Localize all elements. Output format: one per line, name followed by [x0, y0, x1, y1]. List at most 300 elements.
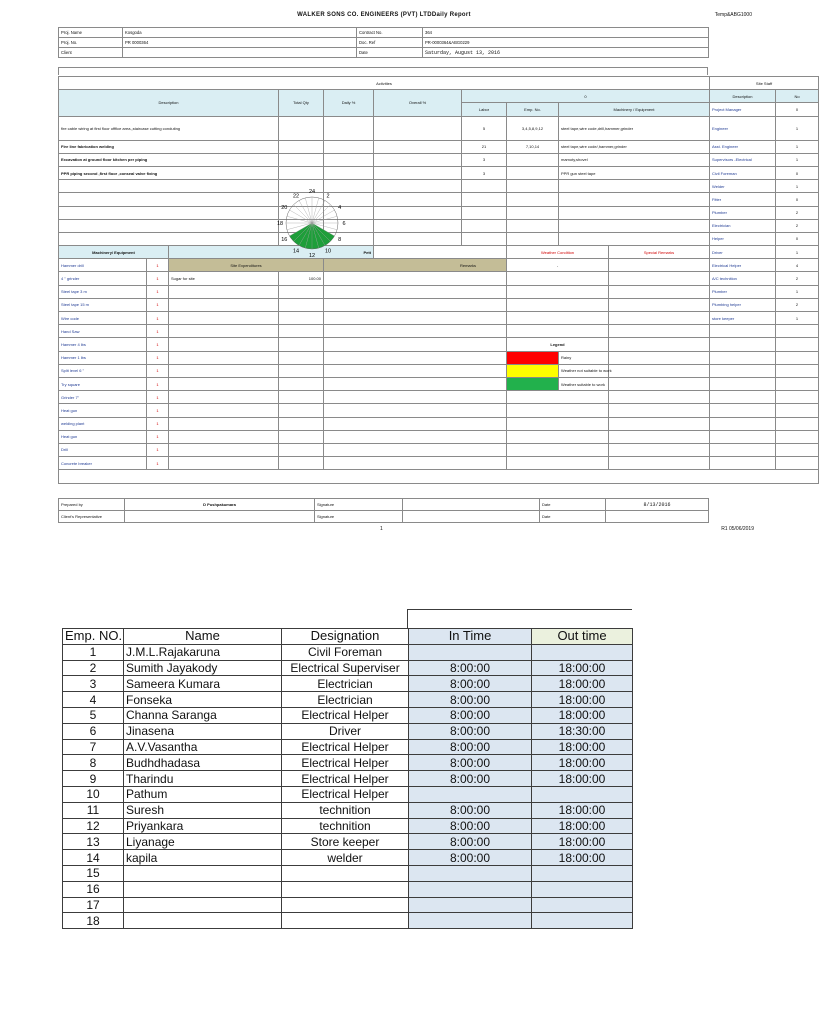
out-time-cell: 18:00:00: [532, 802, 633, 818]
staff-count: [776, 351, 819, 364]
activity-labor: 5: [462, 116, 507, 140]
activity-overall: [374, 219, 462, 232]
designation-cell: [282, 913, 409, 929]
staff-count: 1: [776, 312, 819, 325]
staff-role: Electrician: [710, 219, 776, 232]
emp-no-cell: 5: [63, 707, 124, 723]
staff-count: [776, 443, 819, 456]
staff-count: [776, 430, 819, 443]
machinery-item: Drill: [59, 443, 147, 456]
emp-no-cell: 13: [63, 834, 124, 850]
activity-emp-no: [507, 180, 559, 193]
out-time-cell: [532, 786, 633, 802]
staff-count: [776, 377, 819, 390]
expenditure-amount: [279, 285, 324, 298]
clock-hour-label: 22: [292, 193, 300, 200]
name-cell: A.V.Vasantha: [124, 739, 282, 755]
staff-description-header: Description: [710, 90, 776, 103]
designation-cell: [282, 881, 409, 897]
daily-percent-header: Daily %: [324, 90, 374, 116]
machinery-qty: 1: [147, 285, 169, 298]
emp-no-cell: 7: [63, 739, 124, 755]
activity-labor: [462, 180, 507, 193]
staff-role: Project Manager: [710, 103, 776, 116]
clock-hour-label: 4: [338, 205, 342, 211]
activity-description: Excavation at ground floor kitchen per piping: [59, 153, 279, 166]
staff-count: 0: [776, 193, 819, 206]
name-cell: Tharindu: [124, 771, 282, 787]
legend-title: Legend: [507, 338, 609, 351]
emp-no-cell: 6: [63, 723, 124, 739]
emp-no-cell: 2: [63, 660, 124, 676]
activity-overall: [374, 206, 462, 219]
activity-total-qty: [279, 153, 324, 166]
in-time-cell: 8:00:00: [409, 834, 532, 850]
remarks-cell: [324, 298, 507, 311]
signature-label: Signature: [315, 499, 403, 511]
remarks-cell: [324, 351, 507, 364]
activity-description: [59, 180, 279, 193]
designation-cell: welder: [282, 850, 409, 866]
special-remarks-cell: [609, 338, 710, 351]
machinery-item: Wire code: [59, 312, 147, 325]
activity-overall: [374, 166, 462, 179]
emp-no-cell: 12: [63, 818, 124, 834]
petty-label: Pett: [169, 246, 374, 259]
weather-value: -: [507, 259, 609, 272]
staff-count: 1: [776, 180, 819, 193]
name-cell: [124, 865, 282, 881]
activity-daily: [324, 140, 374, 153]
special-remarks-cell: [609, 443, 710, 456]
staff-count: [776, 417, 819, 430]
remarks-cell: [324, 430, 507, 443]
weather-cell: [507, 443, 609, 456]
remarks-cell: [324, 338, 507, 351]
prepared-by-label: Prepared by: [59, 499, 125, 511]
designation-cell: [282, 865, 409, 881]
special-remarks-cell: [609, 430, 710, 443]
revision-code: R1 05/06/2019: [721, 526, 754, 532]
out-time-cell: [532, 865, 633, 881]
spacer-row: [58, 67, 708, 75]
staff-count: 0: [776, 232, 819, 245]
clock-hour-line: [287, 216, 312, 223]
activity-overall: [374, 232, 462, 245]
in-time-cell: 8:00:00: [409, 739, 532, 755]
client-date-label: Date: [540, 511, 606, 523]
activity-emp-no: [507, 206, 559, 219]
activity-machinery: [559, 219, 710, 232]
activity-overall: [374, 116, 462, 140]
client-label: Client: [59, 48, 123, 58]
page-number: 1: [380, 526, 383, 532]
clock-hour-label: 20: [281, 205, 288, 211]
activities-table: [58, 76, 819, 484]
activity-machinery: [559, 206, 710, 219]
designation-cell: Electrical Helper: [282, 786, 409, 802]
remarks-cell: [324, 285, 507, 298]
activity-emp-no: [507, 232, 559, 245]
expenditure-item: [169, 325, 279, 338]
machinery-item: Concrete breaker: [59, 457, 147, 470]
special-remarks-cell: [609, 312, 710, 325]
machinery-qty: 1: [147, 443, 169, 456]
activity-machinery: steel tape,wire code/,hammer,grinder: [559, 140, 710, 153]
staff-role: Electrical Helper: [710, 259, 776, 272]
expenditure-amount: [279, 312, 324, 325]
client-rep-value: [125, 511, 315, 523]
client-rep-label: Client's Representative: [59, 511, 125, 523]
machinery-qty: 1: [147, 377, 169, 390]
contract-value: 364: [423, 28, 709, 38]
expenditure-item: [169, 404, 279, 417]
staff-role: Supervisors -Electrical: [710, 153, 776, 166]
expenditure-amount: 100.00: [279, 272, 324, 285]
work-hours-clock: [272, 186, 352, 258]
special-remarks-cell: [609, 298, 710, 311]
name-cell: Jinasena: [124, 723, 282, 739]
legend-label: Rainy: [559, 351, 609, 364]
in-time-cell: [409, 865, 532, 881]
activity-labor: 3: [462, 153, 507, 166]
staff-count: 1: [776, 116, 819, 140]
attendance-row: [63, 913, 633, 929]
attendance-row: [63, 771, 633, 787]
activity-overall: [374, 193, 462, 206]
attendance-row: [63, 834, 633, 850]
designation-cell: Electrical Helper: [282, 755, 409, 771]
in-time-cell: [409, 897, 532, 913]
staff-role: [710, 457, 776, 470]
legend-label: Weather suitable to work: [559, 377, 609, 390]
designation-header: Designation: [282, 629, 409, 645]
expenditure-item: [169, 364, 279, 377]
activity-emp-no: 7,10,14: [507, 140, 559, 153]
machinery-qty: 1: [147, 338, 169, 351]
ot-header: 0: [462, 90, 710, 103]
staff-count: 0: [776, 103, 819, 116]
machinery-qty: 1: [147, 325, 169, 338]
staff-count: 2: [776, 298, 819, 311]
staff-count: [776, 391, 819, 404]
remarks-cell: [324, 417, 507, 430]
staff-count: 2: [776, 272, 819, 285]
emp-no-cell: 8: [63, 755, 124, 771]
clock-hour-line: [312, 198, 319, 223]
clock-hour-label: 6: [342, 221, 346, 227]
overall-percent-header: Overall %: [374, 90, 462, 116]
staff-role: A/C technition: [710, 272, 776, 285]
name-cell: [124, 913, 282, 929]
expenditure-item: [169, 285, 279, 298]
name-header: Name: [124, 629, 282, 645]
activity-emp-no: [507, 166, 559, 179]
weather-cell: [507, 272, 609, 285]
expenditure-item: [169, 417, 279, 430]
machinery-item: welding plant: [59, 417, 147, 430]
remarks-cell: [324, 377, 507, 390]
clock-hour-line: [305, 198, 312, 223]
activity-machinery: [559, 180, 710, 193]
clock-hour-label: 14: [292, 248, 300, 255]
machinery-qty: 1: [147, 272, 169, 285]
activity-description: [59, 206, 279, 219]
out-time-cell: 18:00:00: [532, 739, 633, 755]
name-cell: [124, 897, 282, 913]
activity-description: fire cable wiring at first floor offfice area,,staircase cutting conduting: [59, 116, 279, 140]
remarks-cell: [324, 272, 507, 285]
clock-hour-label: 16: [281, 237, 288, 243]
staff-count: [776, 457, 819, 470]
activity-machinery: mamoty,shovel: [559, 153, 710, 166]
activity-labor: [462, 206, 507, 219]
client-value: [123, 48, 357, 58]
machinery-qty: 1: [147, 391, 169, 404]
expenditure-amount: [279, 351, 324, 364]
staff-role: Plumbing helper: [710, 298, 776, 311]
date-label: Date: [357, 48, 423, 58]
signoff-table: [58, 498, 709, 523]
remarks-cell: [324, 457, 507, 470]
staff-role: [710, 364, 776, 377]
out-time-cell: [532, 644, 633, 660]
clock-hour-label: 8: [338, 237, 342, 243]
expenditure-item: [169, 391, 279, 404]
name-cell: Sumith Jayakody: [124, 660, 282, 676]
total-qty-header: Total Qty: [279, 90, 324, 116]
staff-role: [710, 443, 776, 456]
signoff-date-label: Date: [540, 499, 606, 511]
activity-machinery: [559, 232, 710, 245]
expenditure-amount: [279, 404, 324, 417]
activity-total-qty: [279, 116, 324, 140]
out-time-cell: 18:00:00: [532, 660, 633, 676]
name-cell: Liyanage: [124, 834, 282, 850]
attendance-row: [63, 676, 633, 692]
client-signature-value: [403, 511, 540, 523]
machinery-item: Hammer 1 lbs: [59, 351, 147, 364]
staff-role: [710, 338, 776, 351]
expenditure-item: [169, 430, 279, 443]
in-time-cell: [409, 913, 532, 929]
attendance-row: [63, 660, 633, 676]
clock-hour-label: 10: [324, 248, 332, 255]
weather-cell: [507, 391, 609, 404]
special-remarks-cell: [609, 457, 710, 470]
expenditure-item: [169, 351, 279, 364]
staff-role: Fitter: [710, 193, 776, 206]
in-time-cell: 8:00:00: [409, 692, 532, 708]
emp-no-cell: 16: [63, 881, 124, 897]
in-time-cell: 8:00:00: [409, 755, 532, 771]
expenditure-amount: [279, 443, 324, 456]
machinery-item: Heat gun: [59, 404, 147, 417]
site-expenditures-label: Site Expenditures: [169, 259, 324, 272]
staff-role: Welder: [710, 180, 776, 193]
project-info-table: [58, 27, 709, 58]
legend-swatch: [507, 364, 559, 377]
staff-role: Plumber: [710, 206, 776, 219]
emp-no-cell: 1: [63, 644, 124, 660]
activity-machinery: steel tape,wire code,drill,hammer,grinder: [559, 116, 710, 140]
activity-overall: [374, 140, 462, 153]
staff-role: [710, 404, 776, 417]
activity-emp-no: [507, 193, 559, 206]
name-cell: Sameera Kumara: [124, 676, 282, 692]
emp-no-cell: 14: [63, 850, 124, 866]
contract-label: Contract No.: [357, 28, 423, 38]
staff-count: [776, 325, 819, 338]
machinery-item: Grinder 7": [59, 391, 147, 404]
special-remarks-cell: [609, 285, 710, 298]
out-time-cell: 18:00:00: [532, 692, 633, 708]
out-time-cell: 18:00:00: [532, 834, 633, 850]
staff-role: Driver: [710, 246, 776, 259]
in-time-cell: 8:00:00: [409, 850, 532, 866]
special-remarks-cell: [609, 404, 710, 417]
clock-hour-label: 18: [276, 221, 284, 227]
name-cell: Channa Saranga: [124, 707, 282, 723]
out-time-cell: 18:00:00: [532, 818, 633, 834]
out-time-cell: 18:00:00: [532, 755, 633, 771]
weather-cell: [507, 298, 609, 311]
staff-count: 0: [776, 166, 819, 179]
designation-cell: Store keeper: [282, 834, 409, 850]
machinery-qty: 1: [147, 364, 169, 377]
staff-count: 2: [776, 219, 819, 232]
attendance-row: [63, 850, 633, 866]
machinery-item: Try square: [59, 377, 147, 390]
weather-cell: [507, 325, 609, 338]
in-time-header: In Time: [409, 629, 532, 645]
signature-value: [403, 499, 540, 511]
staff-role: [710, 417, 776, 430]
attendance-row: [63, 739, 633, 755]
expenditure-amount: [279, 457, 324, 470]
attendance-row: [63, 692, 633, 708]
name-cell: Pathum: [124, 786, 282, 802]
emp-no-cell: 17: [63, 897, 124, 913]
machinery-item: Split level 6 ": [59, 364, 147, 377]
clock-hour-line: [312, 216, 337, 223]
activity-daily: [324, 166, 374, 179]
activities-label: Activities: [59, 77, 710, 90]
proj-name-label: Proj. Name: [59, 28, 123, 38]
staff-count: 1: [776, 153, 819, 166]
special-remarks-label: Special Remarks: [609, 246, 710, 259]
staff-role: Helper: [710, 232, 776, 245]
staff-count: [776, 364, 819, 377]
out-time-cell: 18:00:00: [532, 771, 633, 787]
remarks-cell: [324, 312, 507, 325]
staff-count: 1: [776, 246, 819, 259]
designation-cell: Driver: [282, 723, 409, 739]
expenditure-amount: [279, 325, 324, 338]
machinery-item: Hammer 4 lbs: [59, 338, 147, 351]
in-time-cell: [409, 881, 532, 897]
in-time-cell: 8:00:00: [409, 771, 532, 787]
proj-no-value: PR 0000364: [123, 38, 357, 48]
legend-swatch: [507, 351, 559, 364]
expenditure-amount: [279, 364, 324, 377]
activity-emp-no: [507, 219, 559, 232]
expenditure-amount: [279, 377, 324, 390]
out-time-cell: [532, 897, 633, 913]
expenditure-amount: [279, 417, 324, 430]
activity-description: Fire line fabrication welding: [59, 140, 279, 153]
machinery-qty: 1: [147, 457, 169, 470]
designation-cell: Electrician: [282, 692, 409, 708]
staff-role: Civil Foreman: [710, 166, 776, 179]
emp-no-cell: 15: [63, 865, 124, 881]
machinery-qty: 1: [147, 298, 169, 311]
labor-header: Labor: [462, 103, 507, 116]
activity-machinery: [559, 193, 710, 206]
activity-labor: 21: [462, 140, 507, 153]
staff-role: [710, 391, 776, 404]
expenditure-amount: [279, 298, 324, 311]
clock-hour-label: 12: [308, 253, 316, 259]
remarks-cell: [324, 443, 507, 456]
expenditure-amount: [279, 430, 324, 443]
out-time-cell: [532, 913, 633, 929]
weather-cell: [507, 417, 609, 430]
staff-role: [710, 430, 776, 443]
special-remarks-value: [609, 259, 710, 272]
weather-cell: [507, 404, 609, 417]
out-time-header: Out time: [532, 629, 633, 645]
machinery-item: 4 " grinder: [59, 272, 147, 285]
clock-hour-label: 2: [326, 193, 330, 200]
remarks-cell: [324, 391, 507, 404]
staff-role: store keeper: [710, 312, 776, 325]
activity-description: [59, 232, 279, 245]
special-remarks-cell: [609, 377, 710, 390]
activity-labor: [462, 219, 507, 232]
expenditure-item: [169, 443, 279, 456]
remarks-label: Remarks: [324, 259, 507, 272]
in-time-cell: 8:00:00: [409, 707, 532, 723]
blank-row: [59, 470, 819, 484]
emp-no-cell: 3: [63, 676, 124, 692]
designation-cell: Electrical Helper: [282, 707, 409, 723]
staff-count: [776, 404, 819, 417]
activity-overall: [374, 153, 462, 166]
client-signature-label: Signature: [315, 511, 403, 523]
emp-no-cell: 9: [63, 771, 124, 787]
special-remarks-cell: [609, 364, 710, 377]
out-time-cell: 18:00:00: [532, 707, 633, 723]
weather-cell: [507, 312, 609, 325]
out-time-cell: 18:30:00: [532, 723, 633, 739]
machinery-header: Machinery/ Equipment: [59, 246, 169, 259]
designation-cell: Civil Foreman: [282, 644, 409, 660]
attendance-row: [63, 723, 633, 739]
weather-condition-label: Weather Condition: [507, 246, 609, 259]
staff-count: 2: [776, 206, 819, 219]
machinery-item: Steel tape 15 m: [59, 298, 147, 311]
activity-labor: [462, 193, 507, 206]
description-header: Description: [59, 90, 279, 116]
expenditure-item: [169, 298, 279, 311]
remarks-cell: [324, 404, 507, 417]
machinery-item: Hammer drill: [59, 259, 147, 272]
expenditure-item: [169, 457, 279, 470]
emp-no-cell: 11: [63, 802, 124, 818]
clock-hour-label: 24: [308, 189, 316, 195]
in-time-cell: 8:00:00: [409, 676, 532, 692]
